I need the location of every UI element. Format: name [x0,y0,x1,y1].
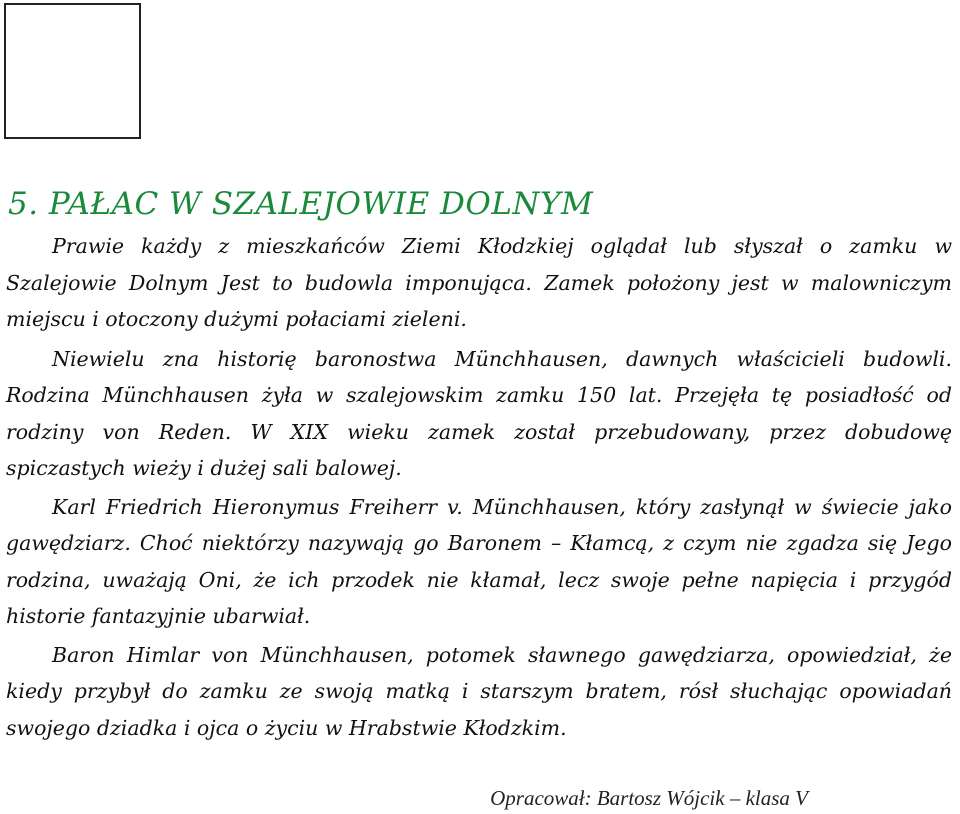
paragraph-baron-karl: Karl Friedrich Hieronymus Freiherr v. Münchhausen, który zasłynął w świecie jako gawędziarz. Choć niektórzy nazywają go Baronem – Kłamcą, z czym nie zgadza się Jego rodzina, uważają Oni, że ich przodek nie kłamał, lecz swoje pełne napięcia i przygód historie fantazyjnie ubarwiał. [6,494,952,628]
author-signature: Opracował: Bartosz Wójcik – klasa V [490,786,808,810]
article-body [6,228,952,746]
paragraph-history: Niewielu zna historię baronostwa Münchhausen, dawnych właścicieli budowli. Rodzina Münchhausen żyła w szalejowskim zamku 150 lat. Przejęła tę posiadłość od rodziny von Reden. W XIX wieku zamek został przebudowany, przez dobudowę spiczastych wieży i dużej sali balowej. [6,346,952,480]
paragraph-intro: Prawie każdy z mieszkańców Ziemi Kłodzkiej oglądał lub słyszał o zamku w Szalejowie Dolnym Jest to budowla imponująca. Zamek położony jest w malowniczym miejscu i otoczony dużymi połaciami zieleni. [6,234,952,331]
paragraph-baron-himlar: Baron Himlar von Münchhausen, potomek sławnego gawędziarza, opowiedział, że kiedy przybył do zamku ze swoją matką i starszym bratem, rósł słuchając opowiadań swojego dziadka i ojca o życiu w Hrabstwie Kłodzkim. [6,642,952,740]
photo-placeholder-frame [4,3,141,139]
section-title: 5. PAŁAC W SZALEJOWIE DOLNYM [8,186,594,222]
